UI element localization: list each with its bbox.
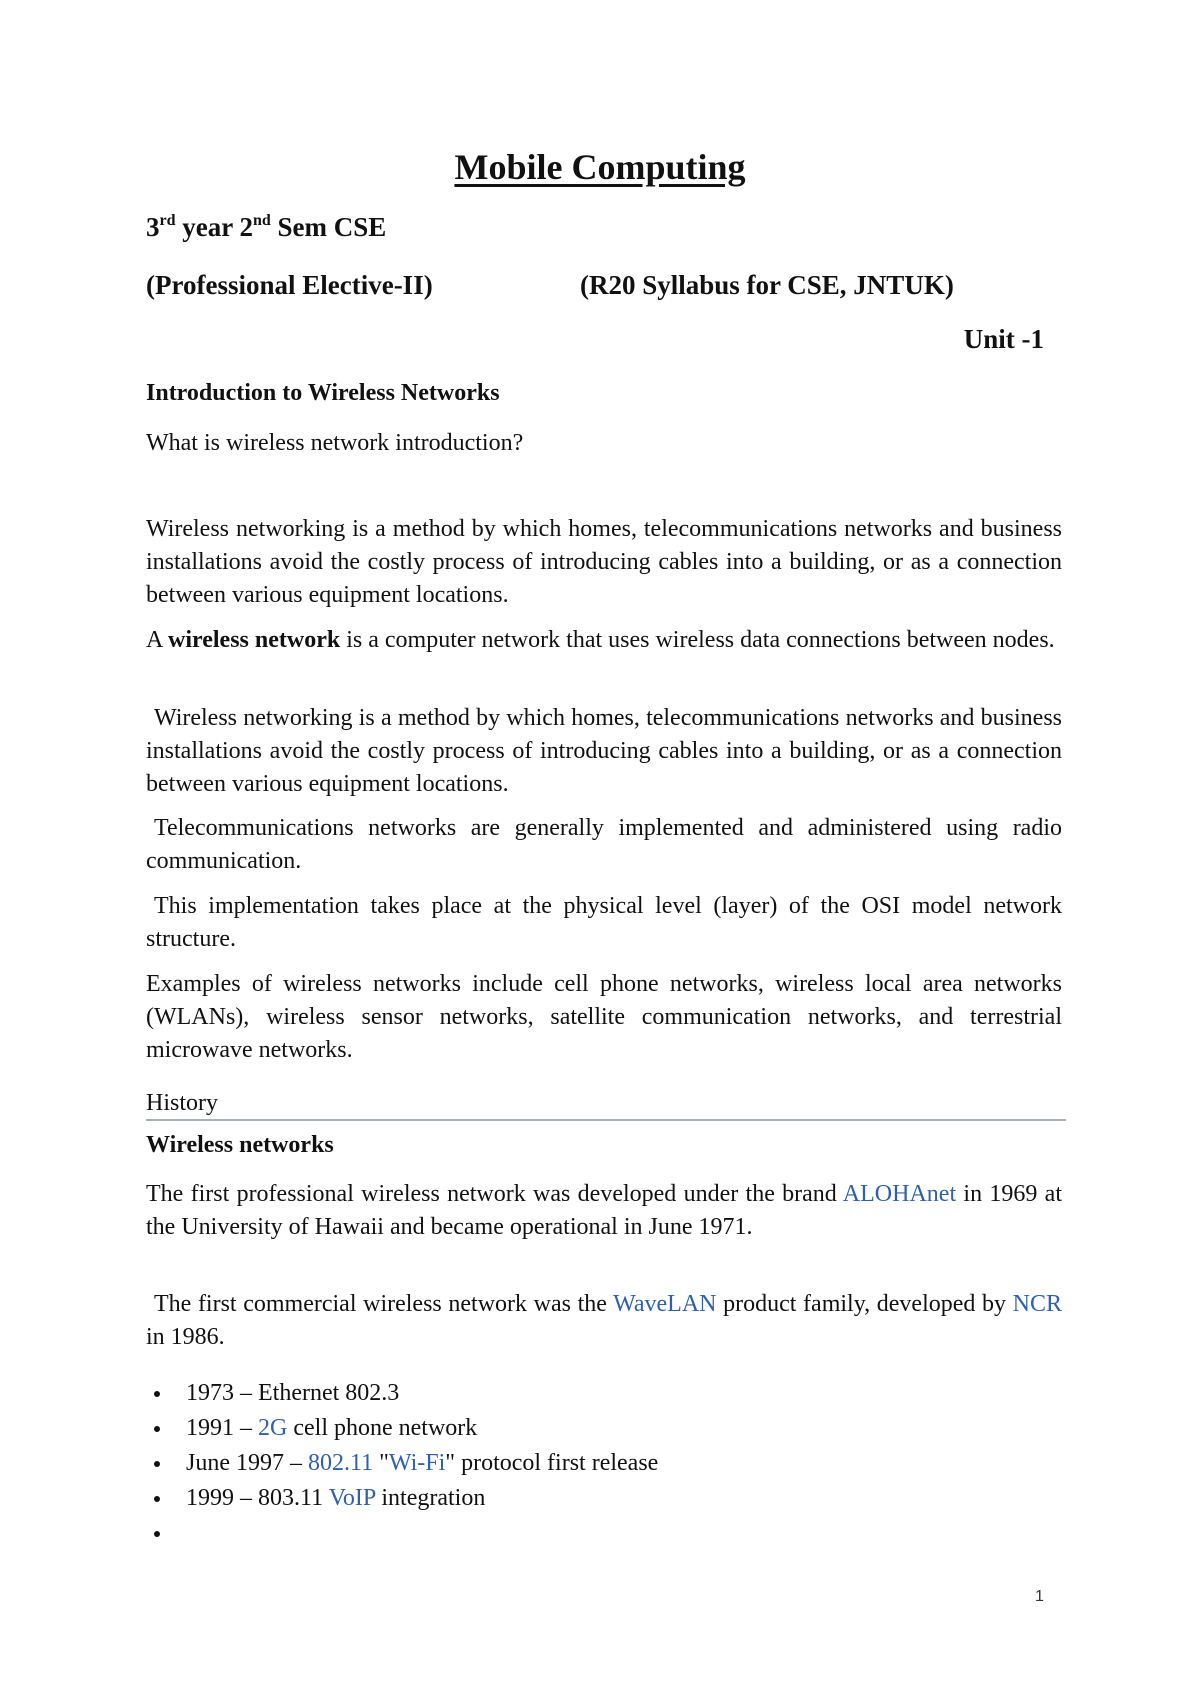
paragraph-2-bold-term: wireless network — [168, 627, 341, 653]
paragraph-7-start: The first professional wireless network was developed under the brand — [146, 1181, 843, 1207]
history-timeline-list — [146, 1376, 658, 1551]
list-item-text: " — [373, 1450, 389, 1476]
paragraph-7-end: in 1969 at the University of Hawaii and became operational in June 1971. — [146, 1181, 1062, 1240]
list-item-text: cell phone network — [287, 1415, 478, 1441]
page-number: 1 — [1035, 1588, 1044, 1605]
list-item-empty — [146, 1516, 658, 1551]
paragraph-5: This implementation takes place at the physical level (layer) of the OSI model network structure. — [146, 893, 1062, 952]
list-item-text: 1973 – Ethernet 802.3 — [186, 1380, 400, 1406]
bullet-icon — [154, 1391, 160, 1397]
semester-superscript: nd — [252, 212, 271, 229]
bullet-icon — [154, 1496, 160, 1502]
paragraph-6: Examples of wireless networks include cell phone networks, wireless local area networks (WLANs), wireless sensor networks, satellite communication networks, and terrestrial microwave networks. — [146, 971, 1062, 1063]
link-2g[interactable]: 2G — [258, 1415, 288, 1441]
paragraph-3: Wireless networking is a method by which homes, telecommunications networks and business installations avoid the costly process of introducing cables into a building, or as a connection between various equipment locations. — [146, 705, 1062, 797]
link-ncr[interactable]: NCR — [1012, 1291, 1062, 1317]
paragraph-4: Telecommunications networks are generally implemented and administered using radio communication. — [146, 815, 1062, 874]
paragraph-8 — [146, 1288, 1062, 1354]
paragraph-2-end: is a computer network that uses wireless data connections between nodes. — [340, 627, 1055, 653]
elective-label: (Professional Elective-II) — [146, 270, 433, 300]
year-superscript: rd — [159, 212, 176, 229]
paragraph-2-start: A — [146, 627, 169, 653]
paragraph-2 — [146, 624, 1062, 657]
year-semester-line — [146, 212, 386, 243]
paragraph-8-end: in 1986. — [146, 1324, 225, 1350]
list-item — [146, 1481, 658, 1516]
year-text: year 2 — [175, 212, 253, 242]
list-item — [146, 1376, 658, 1411]
syllabus-label: (R20 Syllabus for CSE, JNTUK) — [580, 270, 954, 300]
paragraph-8-start: The first commercial wireless network was the — [154, 1291, 614, 1317]
list-item-text: integration — [375, 1485, 486, 1511]
list-item-text: " protocol first release — [445, 1450, 659, 1476]
list-item-text: June 1997 – — [186, 1450, 308, 1476]
list-item-text: 1999 – 803.11 — [186, 1485, 329, 1511]
link-wi-fi[interactable]: Wi-Fi — [388, 1450, 446, 1476]
question-text: What is wireless network introduction? — [146, 430, 524, 456]
paragraph-7 — [146, 1178, 1062, 1244]
document-title: Mobile Computing — [454, 147, 746, 187]
section-heading-introduction: Introduction to Wireless Networks — [146, 380, 500, 406]
unit-label: Unit -1 — [963, 324, 1044, 354]
subheading-wireless-networks: Wireless networks — [146, 1132, 334, 1158]
history-heading-rule — [146, 1090, 1066, 1121]
paragraph-8-middle: product family, developed by — [716, 1291, 1013, 1317]
bullet-icon — [154, 1461, 160, 1467]
list-item-text: 1991 – — [186, 1415, 258, 1441]
list-item — [146, 1411, 658, 1446]
bullet-icon — [154, 1426, 160, 1432]
list-item — [146, 1446, 658, 1481]
year-number: 3 — [146, 212, 160, 242]
semester-text: Sem CSE — [270, 212, 387, 242]
link-802-11[interactable]: 802.11 — [308, 1450, 374, 1476]
bullet-icon — [154, 1531, 160, 1537]
link-alohanet[interactable]: ALOHAnet — [842, 1181, 957, 1207]
link-voip[interactable]: VoIP — [328, 1485, 376, 1511]
link-wavelan[interactable]: WaveLAN — [613, 1291, 717, 1317]
section-heading-history: History — [146, 1090, 218, 1116]
paragraph-1: Wireless networking is a method by which homes, telecommunications networks and business installations avoid the costly process of introducing cables into a building, or as a connection between various equipment locations. — [146, 516, 1062, 608]
